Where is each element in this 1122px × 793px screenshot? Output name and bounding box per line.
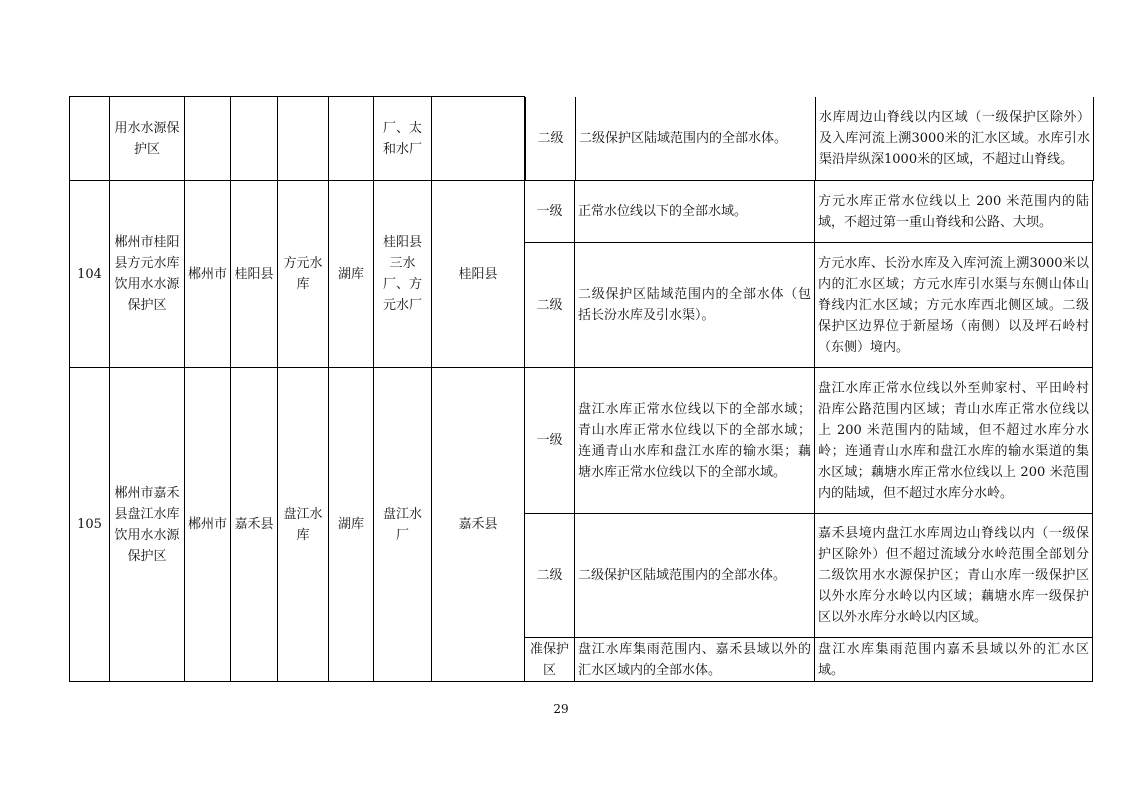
row-number: 104 xyxy=(70,181,110,368)
protection-area-name: 用水水源保护区 xyxy=(110,97,185,181)
water-source-cell: 盘江水库 xyxy=(278,368,329,682)
service-region-cell: 嘉禾县 xyxy=(432,368,525,682)
zone-water-scope: 盘江水库集雨范围内、嘉禾县域以外的汇水区域内的全部水体。 xyxy=(575,638,815,682)
zone-land-scope: 水库周边山脊线以内区域（一级保护区除外）及入库河流上溯3000米的汇水区域。水库引水渠沿岸纵深1000米的区域，不超过山脊线。 xyxy=(816,97,1094,181)
water-plant-cell: 厂、太和水厂 xyxy=(374,97,432,181)
zone-land-scope: 嘉禾县境内盘江水库周边山脊线以内（一级保护区除外）但不超过流域分水岭范围全部划分二级饮用水水源保护区；青山水库一级保护区以外水库分水岭以内区域；藕塘水库一级保护区以外水库分水岭以内区域。 xyxy=(815,514,1093,638)
zone-water-scope: 盘江水库正常水位线以下的全部水域；青山水库正常水位线以下的全部水域；连通青山水库和盘江水库的输水渠；藕塘水库正常水位线以下的全部水域。 xyxy=(575,368,815,514)
zone-land-scope: 盘江水库正常水位线以外至帅家村、平田岭村沿库公路范围内区域；青山水库正常水位线以上 200 米范围内的陆域，但不超过水库分水岭；连通青山水库和盘江水库的输水渠道的集水区域；藕塘水库正常水位线以上 200 米范围内的陆域，但不超过水库分水岭。 xyxy=(815,368,1093,514)
zone-water-scope: 二级保护区陆域范围内的全部水体。 xyxy=(575,514,815,638)
zone-water-scope: 二级保护区陆域范围内的全部水体。 xyxy=(576,97,816,181)
zone-water-scope: 正常水位线以下的全部水域。 xyxy=(575,181,815,243)
city-cell xyxy=(185,97,231,181)
source-type-cell: 湖库 xyxy=(329,368,374,682)
water-source-cell: 方元水库 xyxy=(278,181,329,368)
zone-level: 二级 xyxy=(526,97,576,181)
table-row xyxy=(70,97,1093,181)
zone-land-scope: 盘江水库集雨范围内嘉禾县域以外的汇水区域。 xyxy=(815,638,1093,682)
zone-subtable xyxy=(525,97,1094,181)
city-cell: 郴州市 xyxy=(185,181,231,368)
zone-level: 一级 xyxy=(525,368,575,514)
zone-water-scope: 二级保护区陆域范围内的全部水体（包括长汾水库及引水渠）。 xyxy=(575,243,815,368)
source-type-cell: 湖库 xyxy=(329,181,374,368)
city-cell: 郴州市 xyxy=(185,368,231,682)
zone-level: 二级 xyxy=(525,514,575,638)
zone-row xyxy=(526,97,1094,181)
zone-level: 二级 xyxy=(525,243,575,368)
water-plant-cell: 桂阳县三水厂、方元水厂 xyxy=(374,181,432,368)
zone-level: 准保护区 xyxy=(525,638,575,682)
page-number: 29 xyxy=(553,702,569,716)
service-region-cell xyxy=(432,97,525,181)
county-cell xyxy=(231,97,278,181)
zone-group xyxy=(525,97,1093,181)
county-cell: 嘉禾县 xyxy=(231,368,278,682)
zone-level: 一级 xyxy=(525,181,575,243)
county-cell: 桂阳县 xyxy=(231,181,278,368)
row-number xyxy=(70,97,110,181)
row-number: 105 xyxy=(70,368,110,682)
protection-zone-table-body xyxy=(69,180,1093,682)
protection-area-name: 郴州市桂阳县方元水库饮用水水源保护区 xyxy=(110,181,185,368)
zone-land-scope: 方元水库、长汾水库及入库河流上溯3000米以内的汇水区域；方元水库引水渠与东侧山体山脊线内汇水区域；方元水库西北侧区域。二级保护区边界位于新屋场（南侧）以及坪石岭村（东侧）境内。 xyxy=(815,243,1093,368)
table-row xyxy=(70,368,1093,514)
table-row xyxy=(70,181,1093,243)
water-source-cell xyxy=(278,97,329,181)
protection-zone-table xyxy=(69,96,1093,181)
protection-area-name: 郴州市嘉禾县盘江水库饮用水水源保护区 xyxy=(110,368,185,682)
zone-land-scope: 方元水库正常水位线以上 200 米范围内的陆域，不超过第一重山脊线和公路、大坝。 xyxy=(815,181,1093,243)
service-region-cell: 桂阳县 xyxy=(432,181,525,368)
source-type-cell xyxy=(329,97,374,181)
water-plant-cell: 盘江水厂 xyxy=(374,368,432,682)
